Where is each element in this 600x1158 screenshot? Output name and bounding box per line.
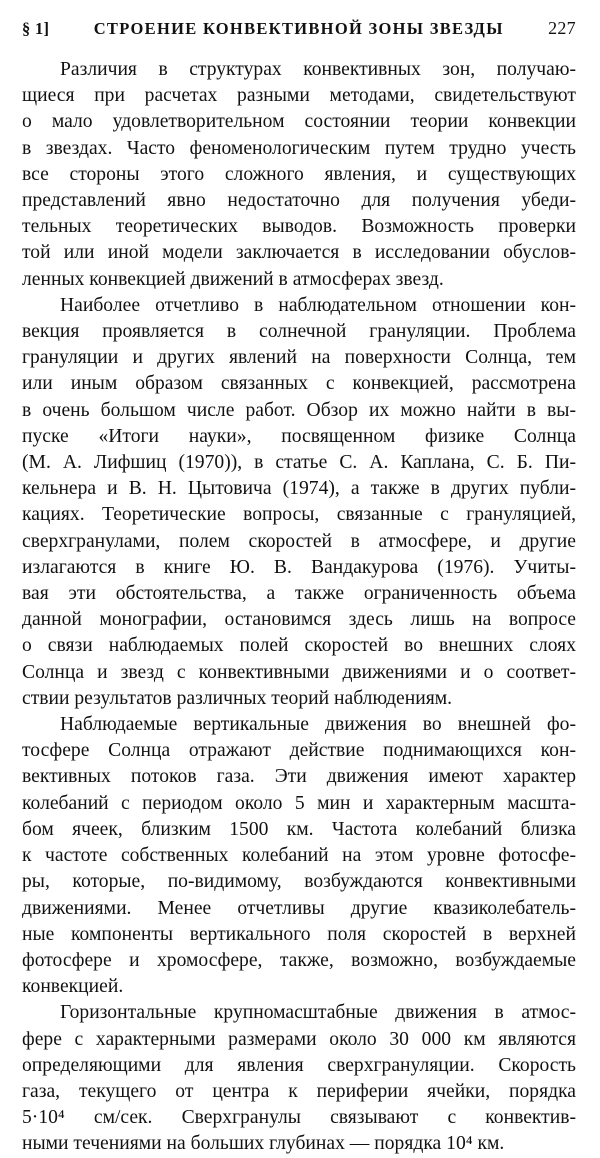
text-line: Наблюдаемые вертикальные движения во внешней фо- xyxy=(60,714,576,736)
text-line: движениями. Менее отчетливы другие квазиколебатель- xyxy=(22,897,576,919)
text-line: бом ячеек, близким 1500 км. Частота колебаний близка xyxy=(22,818,576,840)
text-line: колебаний с периодом около 5 мин и характерным масшта- xyxy=(22,792,576,814)
paragraph xyxy=(22,293,576,712)
section-mark: § 1] xyxy=(22,19,50,38)
text-line: излагаются в книге Ю. В. Вандакурова (1976). Учиты- xyxy=(22,556,576,578)
page-number: 227 xyxy=(548,18,576,38)
text-line: представлений явно недостаточно для получения убеди- xyxy=(22,190,576,212)
text-line: (М. А. Лифшиц (1970)), в статье С. А. Каплана, С. Б. Пи- xyxy=(22,452,576,474)
text-line: кельнера и В. Н. Цытовича (1974), а также в других публи- xyxy=(22,478,576,500)
text-line: пуске «Итоги науки», посвященном физике Солнца xyxy=(22,425,576,447)
text-line: той или иной модели заключается в исследовании обуслов- xyxy=(22,242,576,264)
text-line: фере с характерными размерами около 30 000 км являются xyxy=(22,1028,576,1050)
text-line: ры, которые, по-видимому, возбуждаются конвективными xyxy=(22,871,576,893)
text-line: тельных теоретических выводов. Возможность проверки xyxy=(22,216,576,238)
text-line: данной монографии, остановимся здесь лишь на вопросе xyxy=(22,609,576,631)
text-line: вая эти обстоятельства, а также ограниченность объема xyxy=(22,583,576,605)
text-line: Различия в структурах конвективных зон, получаю- xyxy=(60,59,576,80)
text-line: 5·10⁴ см/сек. Сверхгранулы связывают с конвектив- xyxy=(22,1107,576,1129)
paragraph xyxy=(22,57,576,293)
text-line: к частоте собственных колебаний на этом уровне фотосфе- xyxy=(22,845,576,867)
text-line: ленных конвекцией движений в атмосферах звезд. xyxy=(22,268,444,290)
text-line: щиеся при расчетах разными методами, свидетельствуют xyxy=(22,85,576,107)
text-line: кациях. Теоретические вопросы, связанные с грануляцией, xyxy=(22,504,576,526)
text-line: в звездах. Часто феноменологическим путем трудно учесть xyxy=(22,137,576,159)
text-line: тосфере Солнца отражают действие поднимающихся кон- xyxy=(22,740,576,762)
text-line: о мало удовлетворительном состоянии теории конвекции xyxy=(22,111,576,133)
text-line: ными течениями на больших глубинах — порядка 10⁴ км. xyxy=(22,1133,505,1155)
text-line: ствии результатов различных теорий наблюдениям. xyxy=(22,687,453,709)
text-line: конвекцией. xyxy=(22,976,124,998)
text-line: ные компоненты вертикального поля скоростей в верхней xyxy=(22,923,576,945)
running-header xyxy=(22,18,576,48)
paragraph xyxy=(22,712,576,1000)
text-line: определяющими для явления сверхгрануляции. Скорость xyxy=(22,1054,576,1076)
text-line: Солнца и звезд с конвективными движениями и о соответ- xyxy=(22,661,576,683)
text-line: вективных потоков газа. Эти движения имеют характер xyxy=(22,766,576,788)
text-line: сверхгранулами, полем скоростей в атмосфере, и другие xyxy=(22,530,576,552)
text-line: векция проявляется в солнечной грануляции. Проблема xyxy=(22,321,576,343)
text-line: или иным образом связанных с конвекцией, рассмотрена xyxy=(22,373,576,395)
body-text xyxy=(22,57,576,1158)
text-line: Наиболее отчетливо в наблюдательном отношении кон- xyxy=(60,294,576,316)
running-title: СТРОЕНИЕ КОНВЕКТИВНОЙ ЗОНЫ ЗВЕЗДЫ xyxy=(93,19,504,38)
paragraph xyxy=(22,1000,576,1157)
text-line: в очень большом числе работ. Обзор их можно найти в вы- xyxy=(22,399,576,421)
text-line: Горизонтальные крупномасштабные движения в атмос- xyxy=(60,1002,576,1024)
text-line: грануляции и других явлений на поверхности Солнца, тем xyxy=(22,347,576,369)
text-line: газа, текущего от центра к периферии ячейки, порядка xyxy=(22,1080,576,1102)
text-line: все стороны этого сложного явления, и существующих xyxy=(22,163,576,185)
text-line: о связи наблюдаемых полей скоростей во внешних слоях xyxy=(22,635,576,657)
text-line: фотосфере и хромосфере, также, возможно, возбуждаемые xyxy=(22,949,576,971)
